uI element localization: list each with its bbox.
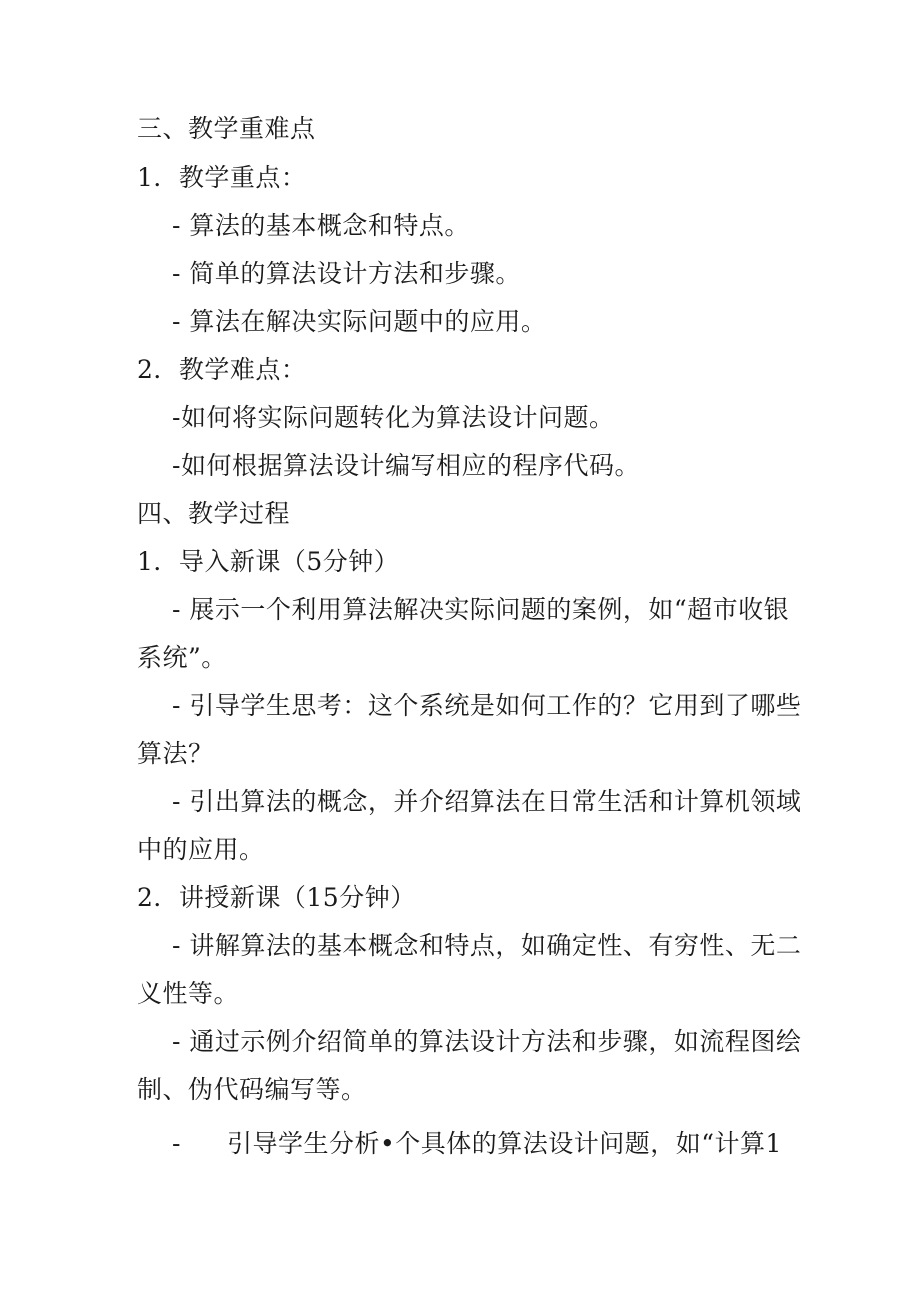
paragraph-line: 制、伪代码编写等。: [137, 1075, 367, 1104]
paragraph-line: 中的应用。: [137, 835, 265, 864]
list-item: - 算法的基本概念和特点。: [172, 211, 470, 240]
paragraph-line: 系统”。: [137, 643, 227, 672]
paragraph-line: - 讲解算法的基本概念和特点，如确定性、有穷性、无二: [172, 931, 802, 960]
list-item: -如何根据算法设计编写相应的程序代码。: [172, 451, 640, 480]
subheading-intro: 1．导入新课（5分钟）: [137, 547, 400, 576]
paragraph-text: 引导学生分析•个具体的算法设计问题，如“计算1: [226, 1129, 782, 1158]
heading-teaching-process: 四、教学过程: [137, 499, 291, 528]
paragraph-line: - 引出算法的概念，并介绍算法在日常生活和计算机领域: [172, 787, 802, 816]
paragraph-line: [172, 1128, 782, 1160]
paragraph-line: - 引导学生思考：这个系统是如何工作的？它用到了哪些: [172, 691, 802, 720]
list-item: - 算法在解决实际问题中的应用。: [172, 307, 547, 336]
list-item: -如何将实际问题转化为算法设计问题。: [172, 403, 615, 432]
paragraph-line: - 通过示例介绍简单的算法设计方法和步骤，如流程图绘: [172, 1027, 802, 1056]
paragraph-line: 义性等。: [137, 979, 240, 1008]
dash-marker: -: [172, 1129, 181, 1158]
paragraph-line: - 展示一个利用算法解决实际问题的案例，如“超市收银: [172, 595, 790, 624]
subheading-key-points: 1．教学重点：: [137, 163, 307, 192]
list-item: - 简单的算法设计方法和步骤。: [172, 259, 521, 288]
paragraph-line: 算法？: [137, 739, 214, 768]
subheading-difficult-points: 2．教学难点：: [137, 355, 307, 384]
subheading-new-lesson: 2．讲授新课（15分钟）: [137, 883, 416, 912]
heading-key-difficult-points: 三、教学重难点: [137, 114, 316, 143]
